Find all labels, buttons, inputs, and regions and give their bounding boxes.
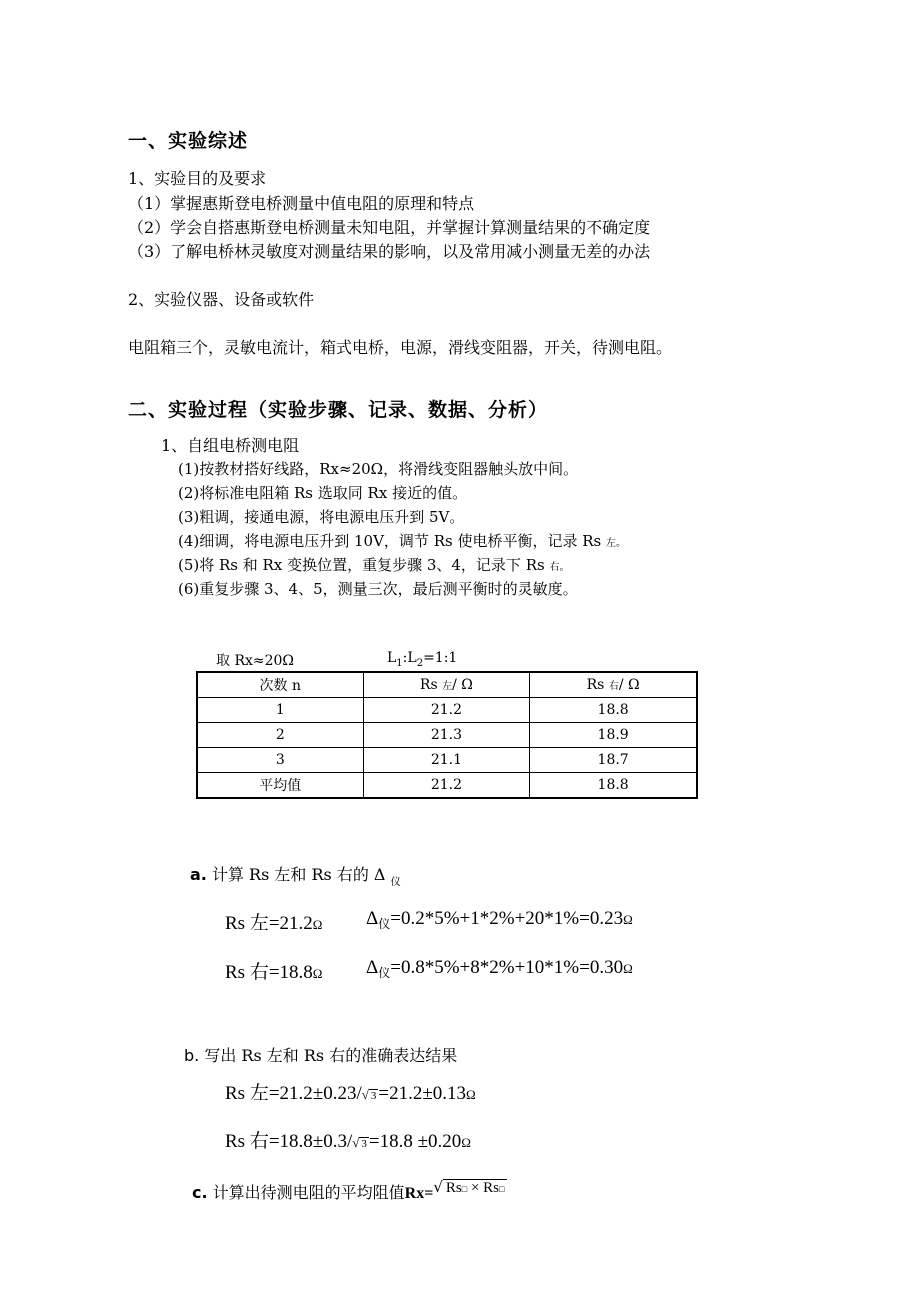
table-row [197,698,697,723]
cell-n: 2 [197,723,363,748]
delta-symbol: Δ [366,908,379,929]
cell-rs-left: 21.3 [363,723,530,748]
ohm-unit: Ω [466,1087,476,1102]
calc-c-label: c. [192,1183,208,1202]
root-b: Rs [483,1180,499,1196]
calc-b-line1-post: =21.2±0.13 [378,1083,467,1104]
header-rs-right-unit: / Ω [618,677,640,693]
calc-a-label: a. [190,865,207,884]
caption-colon: :L [402,650,417,666]
step-6: (6)重复步骤 3、4、5，测量三次，最后测平衡时的灵敏度。 [178,580,578,598]
header-rs-left-label: Rs [419,677,443,693]
step-4 [178,530,626,551]
ohm-unit: Ω [623,961,633,976]
section2-title: 二、实验过程（实验步骤、记录、数据、分析） [128,399,549,421]
sqrt-radicand: 3 [361,1138,367,1150]
ohm-unit: Ω [312,917,323,932]
header-rs-left [363,672,530,698]
header-count: 次数 n [197,672,363,698]
calc-a-line2-expr: =0.8*5%+8*2%+10*1%=0.30 [390,957,624,978]
header-rs-left-sub: 左 [442,681,453,692]
ohm-unit: Ω [623,912,633,927]
ohm-unit: Ω [312,966,323,981]
delta-sub: 仪 [378,917,391,931]
section1-title: 一、实验综述 [128,130,249,152]
delta-symbol: Δ [366,957,379,978]
calc-b-text: 写出 Rs 左和 Rs 右的准确表达结果 [204,1046,458,1065]
calc-a-line1-left: Rs 左=21.2 [225,913,313,934]
caption-s2: 2 [416,657,424,669]
objective-item-1: （1）掌握惠斯登电桥测量中值电阻的原理和特点 [128,194,475,213]
delta-sub: 仪 [378,966,391,980]
header-rs-right [530,672,697,698]
caption-l1: L [387,650,397,666]
cell-rs-right: 18.9 [530,723,697,748]
header-rs-right-sub: 右 [608,681,619,692]
step-5 [178,554,569,575]
calc-b-line1 [225,1078,476,1105]
cell-rs-left: 21.2 [363,698,530,723]
calc-c-lhs: Rx= [404,1185,434,1202]
step-1: (1)按教材搭好线路，Rx≈20Ω，将滑线变阻器触头放中间。 [178,460,579,478]
cell-rs-left: 21.1 [363,748,530,773]
table-row-average [197,773,697,799]
objective-item-3: （3）了解电桥林灵敏度对测量结果的影响，以及常用减小测量无差的办法 [128,242,651,261]
calc-c-text: 计算出待测电阻的平均阻值 [212,1183,405,1202]
sqrt-icon: √ [352,1135,360,1150]
calc-a-line2-delta [366,957,633,979]
calc-b-label: b. [184,1046,200,1065]
cell-rs-right: 18.7 [530,748,697,773]
calc-b-line2-post: =18.8 ±0.20 [368,1131,462,1152]
cell-n: 3 [197,748,363,773]
calc-a-heading [190,862,401,888]
calc-a-line1-delta [366,908,633,930]
cell-n: 1 [197,698,363,723]
step-4-sub: 左。 [606,538,626,549]
caption-ratio: =1:1 [423,650,458,666]
caption-s1: 1 [396,657,403,669]
calc-a-line1 [225,908,322,935]
step-2: (2)将标准电阻箱 Rs 选取同 Rx 接近的值。 [178,484,468,502]
sqrt-radicand [443,1179,508,1196]
calc-b-heading [184,1043,457,1066]
sqrt-icon: √ [361,1087,369,1102]
table-row [197,723,697,748]
section1-sub2-title: 2、实验仪器、设备或软件 [128,290,315,309]
measurement-table [196,671,698,799]
table-caption-right [387,650,457,669]
calc-c-heading [192,1180,507,1203]
root-times: × [467,1180,484,1196]
root-a-sub: □ [461,1184,468,1194]
sqrt-radicand: 3 [370,1090,377,1102]
header-rs-left-unit: / Ω [452,677,473,693]
calc-a-line2-left: Rs 右=18.8 [225,962,313,983]
step-5-sub: 右。 [549,562,570,573]
step-3: (3)粗调，接通电源，将电源电压升到 5V。 [178,508,465,526]
calc-a-text: 计算 Rs 左和 Rs 右的 Δ [211,865,386,884]
step-4-text: (4)细调，将电源电压升到 10V，调节 Rs 使电桥平衡，记录 Rs [178,532,606,550]
section2-sub1-title: 1、自组电桥测电阻 [161,436,300,455]
root-a: Rs [445,1180,462,1196]
equipment-list: 电阻箱三个，灵敏电流计，箱式电桥，电源，滑线变阻器，开关，待测电阻。 [128,338,673,357]
cell-rs-right: 18.8 [530,698,697,723]
cell-n: 平均值 [197,773,363,799]
calc-a-sub: 仪 [390,877,401,888]
ohm-unit: Ω [461,1135,471,1150]
calc-b-line2-pre: Rs 右=18.8±0.3/ [225,1131,353,1152]
cell-rs-right: 18.8 [530,773,697,799]
objective-item-2: （2）学会自搭惠斯登电桥测量未知电阻，并掌握计算测量结果的不确定度 [128,218,651,237]
calc-b-line1-pre: Rs 左=21.2±0.23/ [225,1083,362,1104]
header-rs-right-label: Rs [586,677,609,693]
sqrt-icon: √ [433,1178,443,1196]
section1-sub1-title: 1、实验目的及要求 [128,169,267,188]
calc-b-line2 [225,1126,471,1153]
calc-a-line1-expr: =0.2*5%+1*2%+20*1%=0.23 [390,908,624,929]
root-b-sub: □ [499,1184,505,1194]
cell-rs-left: 21.2 [363,773,530,799]
step-5-text: (5)将 Rs 和 Rx 变换位置，重复步骤 3、4，记录下 Rs [178,556,550,574]
table-row [197,748,697,773]
calc-a-line2 [225,957,322,984]
table-caption-left: 取 Rx≈20Ω [216,653,295,669]
table-header-row [197,672,697,698]
